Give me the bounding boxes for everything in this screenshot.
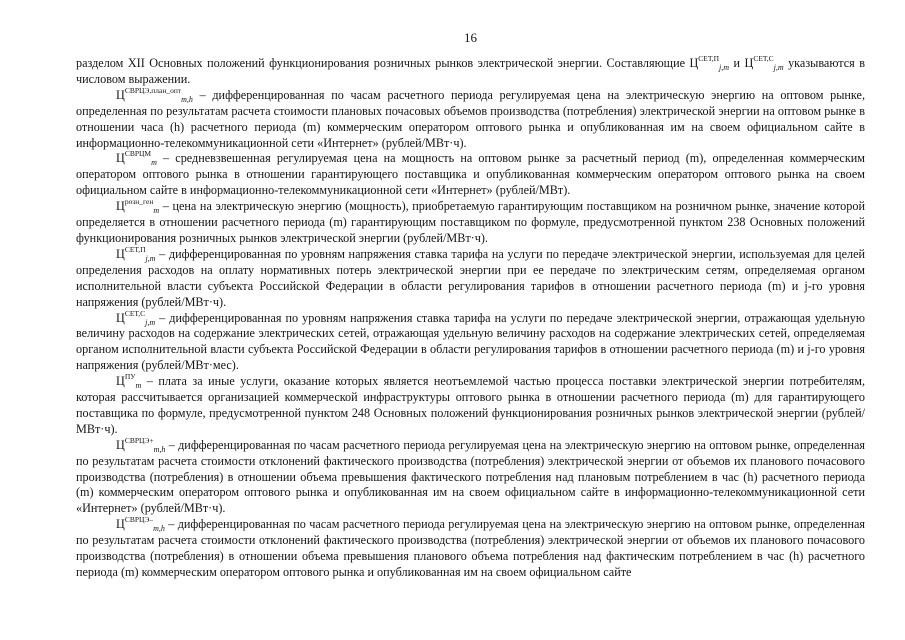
formula-symbol [116, 149, 157, 168]
paragraph-text: – дифференцированная по часам расчетного периода регулируемая цена на электрическую энергию на оптовом рынке, определенная по результатам расчета стоимости отклонений фактического производства (потребления) электрической энергии от объемов их планового почасового производства (потребления) в отношении объема превышения фактического потребления над плановым потреблением в час (h) расчетного периода (m) коммерческим оператором оптового рынка и опубликованная им на своем официальном сайте в информационно-телекоммуникационной сети «Интернет» (рублей/МВт·ч). [76, 437, 865, 516]
formula-symbol [116, 435, 166, 454]
formula-base: Ц [116, 310, 125, 325]
formula-superscript: СВРЦЭ+ [124, 435, 154, 445]
formula-subscript: m,h [153, 524, 165, 534]
formula-subscript: m,h [181, 94, 193, 104]
formula-subscript: j,m [719, 63, 730, 72]
page-number: 16 [464, 30, 477, 45]
formula-superscript: ПУ [124, 372, 136, 382]
formula-base: Ц [116, 517, 125, 532]
formula-base: Ц [116, 87, 125, 102]
paragraph [76, 85, 865, 152]
paragraph-text: разделом XII Основных положений функционирования розничных рынков электрической энергии. Составляющие [76, 56, 690, 70]
formula-superscript: СЕТ,С [753, 54, 774, 63]
formula-base: Ц [744, 56, 754, 70]
formula-superscript: розн_ген [124, 197, 154, 207]
paragraph [76, 308, 865, 375]
paragraph [76, 199, 865, 247]
paragraph [76, 435, 865, 518]
paragraph [76, 517, 865, 581]
formula-symbol [116, 515, 165, 534]
paragraph [76, 151, 865, 199]
formula-symbol [116, 244, 156, 263]
formula-subscript: m [151, 158, 157, 168]
paragraph-text: – дифференцированная по уровням напряжения ставка тарифа на услуги по передаче электрической энергии, отражающая удельную величину расходов на содержание электрических сетей, отражающая удельную величину расходов на содержание электрических сетей, определяемая органом исполнительной власти субъекта Российской Федерации в области регулирования тарифов в отношении расчетного периода (m) и j-го уровня напряжения (рублей/МВт·мес). [76, 310, 865, 373]
paragraph [76, 244, 865, 311]
formula-base: Ц [116, 437, 125, 452]
paragraph-text: – плата за иные услуги, оказание которых является неотъемлемой частью процесса поставки электрической энергии потребителям, которая рассчитывается организацией коммерческой инфраструктуры оптового рынка в отношении расчетного периода (m) для гарантирующего поставщика по формуле, предусмотренной пунктом 248 Основных положений функционирования розничных рынков электрической энергии (рублей/МВт·ч). [76, 374, 865, 436]
formula-superscript: СВРЦЭ,план_опт [124, 85, 182, 95]
formula-superscript: СЕТ,П [124, 244, 146, 254]
formula-superscript: СЕТ,П [698, 54, 720, 63]
formula-symbol [116, 372, 142, 391]
paragraph-text: и [729, 56, 745, 70]
formula-superscript: СВРЦМ [124, 149, 152, 159]
formula-base: Ц [116, 199, 125, 214]
formula-base: Ц [689, 56, 699, 70]
formula-symbol [689, 56, 729, 70]
formula-superscript: СВРЦЭ– [124, 515, 154, 525]
formula-subscript: j,m [773, 63, 784, 72]
formula-subscript: m,h [153, 444, 166, 454]
formula-symbol [116, 85, 193, 104]
document-body [76, 56, 865, 581]
paragraph-text: указываются в числовом выражении. [76, 56, 865, 86]
paragraph [76, 56, 865, 88]
paragraph-text: – дифференцированная по часам расчетного периода регулируемая цена на электрическую энергию на оптовом рынке, определенная по результатам расчета стоимости отклонений фактического производства (потребления) электрической энергии от объемов их планового почасового производства (потребления) в отношении объема превышения планового объема потребления над фактическим потреблением в час (h) расчетного периода (m) коммерческим оператором оптового рынка и опубликованная им на своем официальном сайте [76, 517, 865, 579]
formula-symbol [116, 308, 156, 327]
paragraph [76, 374, 865, 438]
paragraph-text: – цена на электрическую энергию (мощность), приобретаемую гарантирующим поставщиком на розничном рынке, значение которой определяется в отношении расчетного периода (m) гарантирующим поставщиком по формуле, предусмотренной пунктом 238 Основных положений функционирования розничных рынков электрической энергии (рублей/МВт·ч). [76, 199, 865, 245]
formula-subscript: m [135, 381, 142, 391]
formula-base: Ц [116, 151, 125, 166]
formula-subscript: j,m [145, 253, 156, 263]
paragraph-text: – дифференцированная по часам расчетного периода регулируемая цена на электрическую энергию на оптовом рынке, определенная по результатам расчета стоимости плановых почасовых объемов производства (потребления) электрической энергии на оптовом рынке в отношении часа (h) расчетного периода (m) коммерческим оператором оптового рынка и опубликованная им на своем официальном сайте в информационно-телекоммуникационной сети «Интернет» (рублей/МВт·ч). [76, 87, 865, 150]
formula-symbol [116, 197, 160, 216]
formula-subscript: j,m [145, 317, 156, 327]
formula-base: Ц [116, 374, 125, 389]
paragraph-text: – средневзвешенная регулируемая цена на мощность на оптовом рынке за расчетный период (m), определенная коммерческим оператором оптового рынка в отношении гарантирующего поставщика и опубликованная коммерческим оператором оптового рынка на своем официальном сайте в информационно-телекоммуникационной сети «Интернет» (рублей/МВт). [76, 151, 865, 198]
paragraph-text: – дифференцированная по уровням напряжения ставка тарифа на услуги по передаче электрической энергии, используемая для целей определения расходов на оплату нормативных потерь электрической энергии при ее передаче по электрическим сетям, определяемая органом исполнительной власти субъекта Российской Федерации в области регулирования тарифов в отношении расчетного периода (m) и j-го уровня напряжения (рублей/МВт·ч). [76, 246, 865, 309]
formula-subscript: m [153, 206, 160, 216]
formula-base: Ц [116, 246, 125, 261]
formula-superscript: СЕТ,С [124, 308, 146, 318]
formula-symbol [745, 56, 784, 70]
